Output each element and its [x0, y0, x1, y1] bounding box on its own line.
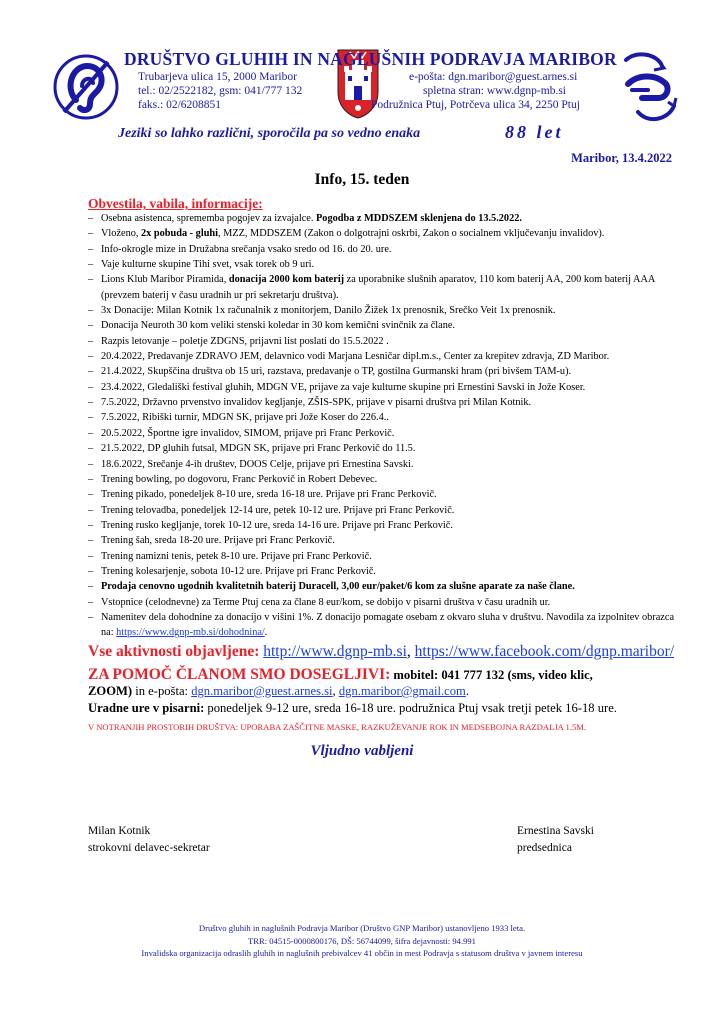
footer-line-3: Invalidska organizacija odraslih gluhih in naglušnih prebivalcev 41 občin in mest Podravja s statusom društva v javnem interesu	[141, 948, 583, 958]
activities-separator: ,	[406, 643, 415, 660]
item-text: Lions Klub Maribor Piramida,	[101, 274, 229, 286]
item-text: 7.5.2022, Ribiški turnir, MDGN SK, prijave pri Jože Koser do 226.4..	[101, 412, 389, 424]
activities-label: Vse aktivnosti objavljene:	[88, 643, 260, 660]
item-text: Trening bowling, po dogovoru, Franc Perkovič in Robert Debevec.	[101, 473, 378, 485]
item-text: 21.5.2022, DP gluhih futsal, MDGN SK, prijave pri Franc Perkovič do 11.5.	[101, 443, 416, 455]
email-link-gmail[interactable]: dgn.maribor@gmail.com	[338, 684, 466, 698]
signatory-name: Ernestina Savski	[517, 825, 594, 837]
item-text: 18.6.2022, Srečanje 4-ih društev, DOOS Celje, prijave pri Ernestina Savski.	[101, 458, 414, 470]
item-text: 23.4.2022, Gledališki festival gluhih, MDGN VE, prijave za vaje kulturne skupine pri Ernestini Savski in Jože Koser.	[101, 381, 586, 393]
list-item	[88, 518, 678, 533]
item-highlight: Pogodba z MDDSZEM sklenjena do 13.5.2022.	[316, 213, 522, 224]
item-text: Trening pikado, ponedeljek 8-10 ure, sreda 16-18 ure. Prijave pri Franc Perkovič.	[101, 489, 437, 501]
item-text: Vaje kulturne skupine Tihi svet, vsak torek ob 9 uri.	[101, 259, 315, 271]
list-item	[88, 533, 678, 548]
contact-block	[88, 667, 688, 699]
org-fax: faks.: 02/6208851	[138, 99, 222, 111]
help-zoom: ZOOM)	[88, 684, 133, 698]
email-link-arnes[interactable]: dgn.maribor@guest.arnes.si	[191, 684, 333, 698]
closing-regards: Vljudno vabljeni	[310, 743, 414, 759]
item-text: Trening namizni tenis, petek 8-10 ure. Prijave pri Franc Perkovič.	[101, 550, 372, 562]
item-text: 7.5.2022, Državno prvenstvo invalidov kegljanje, ZŠIS-SPK, prijave v pisarni društva pri Milan Kotnik.	[101, 397, 532, 409]
item-text: 20.4.2022, Predavanje ZDRAVO JEM, delavnico vodi Marjana Lesničar dipl.m.s., Center za krepitev zdravja, ZD Maribor.	[101, 351, 610, 363]
list-item	[88, 211, 678, 226]
office-label: Uradne ure v pisarni:	[88, 701, 205, 715]
list-item	[88, 318, 678, 333]
list-item	[88, 426, 678, 441]
list-item	[88, 579, 678, 594]
list-item	[88, 257, 678, 272]
list-item	[88, 549, 678, 564]
footer-line-2: TRR: 04515-0000800176, DŠ: 56744099, šifra dejavnosti: 94.991	[248, 935, 476, 946]
list-item	[88, 457, 678, 472]
list-item: – Namenitev dela dohodnine za donacijo v višini 1%. Z donacijo pomagate osebam z okvaro sluha v društvu. Navodila za izpolnitev obrazca na: https://www.dgnp-mb.si/dohodnina/.	[88, 610, 678, 641]
footer	[0, 922, 724, 960]
list-item	[88, 441, 678, 456]
help-email-sep: ,	[332, 684, 339, 698]
activities-line	[88, 643, 674, 661]
sign-language-hand-icon	[618, 50, 680, 126]
item-highlight: 2x pobuda - gluhi	[141, 228, 219, 240]
list-item	[88, 226, 678, 241]
page-title: Info, 15. teden	[314, 171, 410, 188]
item-text: Namenitev dela dohodnine za donacijo v višini 1%. Z donacijo pomagate osebam z okvaro sluha v društvu. Navodila za izpolnitev obrazca na:	[101, 611, 675, 639]
signatory-name: Milan Kotnik	[88, 825, 151, 837]
list-item	[88, 303, 678, 318]
org-name: DRUŠTVO GLUHIH IN NAGLUŠNIH PODRAVJA MARIBOR	[124, 49, 617, 69]
org-phone: tel.: 02/2522182, gsm: 041/777 132	[138, 85, 303, 97]
list-item	[88, 349, 678, 364]
item-text: Trening šah, sreda 18-20 ure. Prijave pri Franc Perkovič.	[101, 535, 335, 547]
list-item	[88, 503, 678, 518]
list-item	[88, 395, 678, 410]
help-end: .	[465, 684, 470, 698]
org-address: Trubarjeva ulica 15, 2000 Maribor	[138, 71, 297, 83]
office-text: ponedeljek 9-12 ure, sreda 16-18 ure. podružnica Ptuj vsak tretji petek 16-18 ure.	[204, 701, 617, 715]
announcements-list	[88, 211, 678, 641]
help-label: ZA POMOČ ČLANOM SMO DOSEGLJIVI:	[88, 666, 391, 683]
list-item	[88, 380, 678, 395]
item-text: za uporabnike slušnih aparatov, 110 kom baterij AA, 200 kom baterij AAA (prevzem baterij v času uradnih ur pri sekretarju društva).	[101, 274, 655, 301]
item-text: Trening rusko kegljanje, torek 10-12 ure, sreda 14-16 ure. Prijave pri Franc Perkovič.	[101, 519, 453, 531]
item-text: Vstopnice (celodnevne) za Terme Ptuj cena za člane 8 eur/kom, se dobijo v pisarni društva v času uradnih ur.	[101, 596, 551, 608]
list-item	[88, 242, 678, 257]
list-item	[88, 272, 678, 303]
item-text: Vloženo,	[101, 228, 142, 240]
item-text: 3x Donacije: Milan Kotnik 1x računalnik z monitorjem, Danilo Žižek 1x prenosnik, Srečko Veit 1x prenosnik.	[101, 305, 556, 317]
list-item	[88, 364, 678, 379]
footer-line-1: Društvo gluhih in naglušnih Podravja Maribor (Društvo GNP Maribor) ustanovljeno 1933 leta.	[198, 923, 526, 933]
section-title: Obvestila, vabila, informacije:	[88, 196, 263, 211]
item-highlight: donacija 2000 kom baterij	[228, 274, 345, 286]
org-website: spletna stran: www.dgnp-mb.si	[423, 85, 566, 97]
slogan: Jeziki so lahko različni, sporočila pa so vedno enaka	[118, 126, 421, 141]
list-item	[88, 410, 678, 425]
help-mobile: mobitel: 041 777 132 (sms, video klic,	[390, 668, 593, 682]
help-email-prefix: in e-pošta:	[132, 684, 192, 698]
item-text: , MZZ, MDDSZEM (Zakon o dolgotrajni oskrbi, Zakon o socialnem vključevanju invalidov).	[218, 228, 605, 240]
list-item	[88, 334, 678, 349]
item-text: 20.5.2022, Športne igre invalidov, SIMOM, prijave pri Franc Perkovič.	[101, 427, 395, 439]
item-highlight: Prodaja cenovno ugodnih kvalitetnih baterij Duracell, 3,00 eur/paket/6 kom za slušne aparate za naše člane.	[101, 581, 575, 593]
list-item	[88, 595, 678, 610]
item-text: Donacija Neuroth 30 kom veliki stenski koledar in 30 kom kemični svinčnik za člane.	[101, 320, 456, 332]
deaf-ear-logo-icon	[52, 50, 120, 124]
item-text: 21.4.2022, Skupščina društva ob 15 uri, razstava, predavanje o TP, gostilna Gurmanski hram (pri bivšem TAM-u).	[101, 366, 572, 378]
item-text: Trening kolesarjenje, sobota 10-12 ure. Prijave pri Franc Perkovič.	[101, 565, 376, 577]
facebook-link[interactable]: https://www.facebook.com/dgnp.maribor/	[414, 643, 675, 660]
signature-left	[88, 823, 210, 857]
anniversary-years: 88 let	[505, 122, 564, 142]
list-item	[88, 472, 678, 487]
safety-notice: V NOTRANJIH PROSTORIH DRUŠTVA: UPORABA ZAŠČITNE MASKE, RAZKUŽEVANJE ROK IN MEDSEBOJNA RAZDALJA 1.5M.	[88, 722, 587, 732]
signature-right	[517, 823, 594, 857]
item-text: Info-okrogle mize in Družabna srečanja vsako sredo od 16. do 20. ure.	[101, 243, 392, 255]
item-text: Osebna asistenca, sprememba pogojev za izvajalce.	[101, 213, 316, 224]
org-branch: Podružnica Ptuj, Potrčeva ulica 34, 2250 Ptuj	[371, 99, 580, 111]
website-link[interactable]: http://www.dgnp-mb.si	[263, 643, 407, 660]
office-hours	[88, 701, 617, 716]
signatory-role: predsednica	[517, 842, 572, 854]
list-item	[88, 564, 678, 579]
signatory-role: strokovni delavec-sekretar	[88, 842, 210, 854]
item-text: Razpis letovanje – poletje ZDGNS, prijavni list poslati do 15.5.2022 .	[101, 335, 389, 347]
list-item	[88, 487, 678, 502]
document-date: Maribor, 13.4.2022	[571, 151, 672, 165]
org-email: e-pošta: dgn.maribor@guest.arnes.si	[409, 71, 578, 83]
donation-link[interactable]: https://www.dgnp-mb.si/dohodnina/	[116, 627, 265, 639]
item-text: Trening telovadba, ponedeljek 12-14 ure, petek 10-12 ure. Prijave pri Franc Perkovič.	[101, 504, 455, 516]
